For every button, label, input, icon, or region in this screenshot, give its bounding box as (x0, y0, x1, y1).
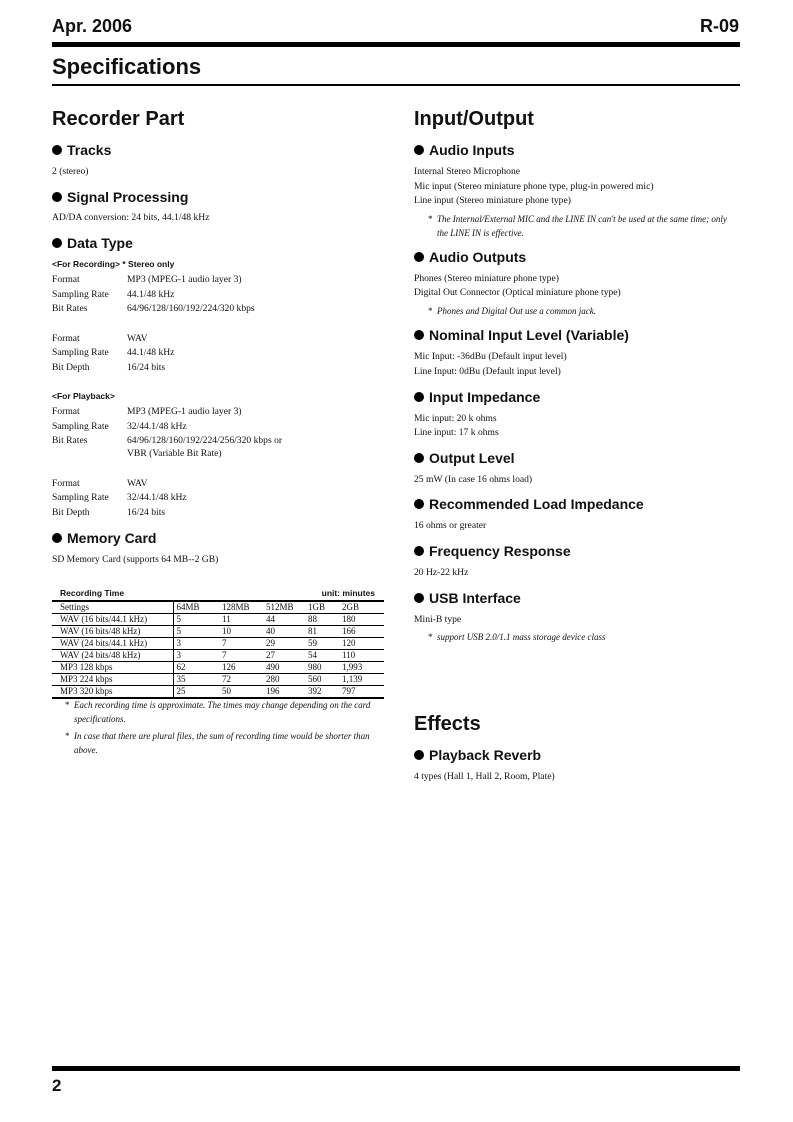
table-unit: unit: minutes (321, 588, 375, 598)
table-cell: 166 (339, 626, 384, 638)
top-rule (52, 42, 740, 47)
table-cell: 10 (219, 626, 263, 638)
bullet-icon (52, 192, 62, 202)
table-cell: 110 (339, 650, 384, 662)
header-model: R-09 (699, 16, 739, 36)
signal-processing-value: AD/DA conversion: 24 bits, 44.1/48 kHz (52, 212, 210, 223)
bullet-icon (52, 238, 62, 248)
table-row (52, 638, 384, 650)
bullet-icon (414, 392, 424, 402)
spec-value: 64/96/128/160/192/224/320 kbps (127, 303, 255, 314)
table-note-2: * In case that there are plural files, the sum of recording time would be shorter than above. (65, 731, 370, 755)
table-cell: 3 (173, 650, 219, 662)
table-row (52, 674, 384, 686)
table-cell: 44 (263, 614, 305, 626)
recording-time-table (52, 588, 384, 699)
table-cell: 11 (219, 614, 263, 626)
page-title: Specifications (52, 54, 202, 79)
nominal-input-level-line: Line Input: 0dBu (Default input level) (414, 366, 561, 377)
spec-value: MP3 (MPEG-1 audio layer 3) (127, 406, 242, 417)
table-cell: WAV (24 bits/48 kHz) (52, 650, 173, 662)
spec-key: Bit Depth (52, 362, 90, 373)
bullet-icon (414, 499, 424, 509)
table-cell: 62 (173, 662, 219, 674)
table-header-cell: 2GB (339, 601, 384, 614)
bullet-icon (414, 330, 424, 340)
spec-value-continued: VBR (Variable Bit Rate) (127, 448, 222, 459)
spec-key: Bit Rates (52, 435, 88, 446)
playback-reverb-value: 4 types (Hall 1, Hall 2, Room, Plate) (414, 771, 555, 782)
frequency-response-heading: Frequency Response (414, 543, 571, 559)
memory-card-value: SD Memory Card (supports 64 MB--2 GB) (52, 554, 219, 565)
table-header-cell: 64MB (173, 601, 219, 614)
table-row (52, 650, 384, 662)
spec-key: Format (52, 406, 80, 417)
table-cell: WAV (24 bits/44.1 kHz) (52, 638, 173, 650)
bullet-icon (414, 145, 424, 155)
table-cell: 126 (219, 662, 263, 674)
table-cell: 81 (305, 626, 339, 638)
table-cell: 25 (173, 686, 219, 699)
bullet-icon (52, 533, 62, 543)
bullet-icon (52, 145, 62, 155)
table-cell: 59 (305, 638, 339, 650)
input-output-heading: Input/Output (414, 108, 534, 130)
table-cell: MP3 320 kbps (52, 686, 173, 699)
table-cell: 490 (263, 662, 305, 674)
bullet-icon (414, 593, 424, 603)
audio-inputs-line: Line input (Stereo miniature phone type) (414, 195, 571, 206)
table-header-cell: 512MB (263, 601, 305, 614)
table-cell: 120 (339, 638, 384, 650)
table-cell: 392 (305, 686, 339, 699)
spec-key: Format (52, 478, 80, 489)
spec-key: Bit Depth (52, 507, 90, 518)
spec-value: 44.1/48 kHz (127, 289, 175, 300)
spec-value: MP3 (MPEG-1 audio layer 3) (127, 274, 242, 285)
table-header-row (52, 601, 384, 614)
tracks-value: 2 (stereo) (52, 166, 89, 177)
table-cell: 54 (305, 650, 339, 662)
spec-value: 16/24 bits (127, 362, 166, 373)
table-cell: 196 (263, 686, 305, 699)
table-cell: 7 (219, 638, 263, 650)
memory-card-heading: Memory Card (52, 530, 156, 546)
table-cell: 797 (339, 686, 384, 699)
table-cell: 180 (339, 614, 384, 626)
tracks-heading: Tracks (52, 142, 111, 158)
spec-key: Sampling Rate (52, 289, 109, 300)
table-row (52, 686, 384, 699)
table-header-cell: 1GB (305, 601, 339, 614)
audio-outputs-line: Phones (Stereo miniature phone type) (414, 273, 559, 284)
table-cell: 35 (173, 674, 219, 686)
bullet-icon (414, 750, 424, 760)
table-header-cell: 128MB (219, 601, 263, 614)
header-date: Apr. 2006 (52, 16, 133, 36)
table-cell: WAV (16 bits/44.1 kHz) (52, 614, 173, 626)
table-header-cell: Settings (52, 601, 173, 614)
usb-interface-value: Mini-B type (414, 614, 462, 625)
effects-heading: Effects (414, 713, 481, 735)
playback-reverb-heading: Playback Reverb (414, 747, 541, 763)
table-caption: Recording Time (60, 588, 125, 598)
table-row (52, 662, 384, 674)
spec-value: 44.1/48 kHz (127, 347, 175, 358)
spec-key: Bit Rates (52, 303, 88, 314)
table-cell: 27 (263, 650, 305, 662)
table-cell: 1,139 (339, 674, 384, 686)
spec-key: Sampling Rate (52, 347, 109, 358)
recorder-part-heading: Recorder Part (52, 108, 185, 130)
usb-interface-note: * support USB 2.0/1.1 mass storage device class (428, 632, 606, 642)
data-type-heading: Data Type (52, 235, 133, 251)
table-cell: 7 (219, 650, 263, 662)
audio-outputs-line: Digital Out Connector (Optical miniature phone type) (414, 287, 621, 298)
input-impedance-line: Line input: 17 k ohms (414, 427, 499, 438)
audio-inputs-line: Internal Stereo Microphone (414, 166, 521, 177)
audio-inputs-heading: Audio Inputs (414, 142, 515, 158)
audio-inputs-note: * The Internal/External MIC and the LINE IN can't be used at the same time; only the LINE IN is effective. (428, 214, 727, 238)
page-number: 2 (52, 1076, 62, 1095)
spec-value: 16/24 bits (127, 507, 166, 518)
table-cell: 72 (219, 674, 263, 686)
table-cell: 3 (173, 638, 219, 650)
output-level-value: 25 mW (In case 16 ohms load) (414, 474, 533, 485)
table-row (52, 614, 384, 626)
table-cell: 40 (263, 626, 305, 638)
bullet-icon (414, 453, 424, 463)
audio-outputs-heading: Audio Outputs (414, 249, 526, 265)
usb-interface-heading: USB Interface (414, 590, 521, 606)
spec-value: WAV (127, 478, 148, 489)
audio-inputs-line: Mic input (Stereo miniature phone type, plug-in powered mic) (414, 181, 654, 192)
spec-key: Sampling Rate (52, 421, 109, 432)
table-cell: 50 (219, 686, 263, 699)
bullet-icon (414, 546, 424, 556)
spec-key: Format (52, 274, 80, 285)
table-cell: 5 (173, 614, 219, 626)
table-cell: WAV (16 bits/48 kHz) (52, 626, 173, 638)
nominal-input-level-line: Mic Input: -36dBu (Default input level) (414, 351, 567, 362)
spec-value: 32/44.1/48 kHz (127, 492, 187, 503)
frequency-response-value: 20 Hz-22 kHz (414, 567, 469, 578)
recommended-load-impedance-heading: Recommended Load Impedance (414, 496, 644, 512)
table-note-1: * Each recording time is approximate. The times may change depending on the card specifications. (65, 700, 371, 724)
table-cell: MP3 128 kbps (52, 662, 173, 674)
table-cell: 88 (305, 614, 339, 626)
spec-key: Sampling Rate (52, 492, 109, 503)
nominal-input-level-heading: Nominal Input Level (Variable) (414, 327, 629, 343)
bottom-rule (52, 1066, 740, 1071)
table-cell: 1,993 (339, 662, 384, 674)
spec-key: Format (52, 333, 80, 344)
spec-value: WAV (127, 333, 148, 344)
spec-value: 64/96/128/160/192/224/256/320 kbps or (127, 435, 283, 446)
spec-value: 32/44.1/48 kHz (127, 421, 187, 432)
recommended-load-impedance-value: 16 ohms or greater (414, 520, 487, 531)
table-cell: 5 (173, 626, 219, 638)
for-recording-label: <For Recording> * Stereo only (52, 259, 175, 269)
bullet-icon (414, 252, 424, 262)
input-impedance-heading: Input Impedance (414, 389, 540, 405)
table-cell: 280 (263, 674, 305, 686)
audio-outputs-note: * Phones and Digital Out use a common jack. (428, 306, 596, 316)
table-cell: 560 (305, 674, 339, 686)
output-level-heading: Output Level (414, 450, 515, 466)
title-rule (52, 84, 740, 86)
for-playback-label: <For Playback> (52, 391, 115, 401)
signal-processing-heading: Signal Processing (52, 189, 188, 205)
table-cell: MP3 224 kbps (52, 674, 173, 686)
table-row (52, 626, 384, 638)
table-cell: 29 (263, 638, 305, 650)
input-impedance-line: Mic input: 20 k ohms (414, 413, 497, 424)
table-cell: 980 (305, 662, 339, 674)
